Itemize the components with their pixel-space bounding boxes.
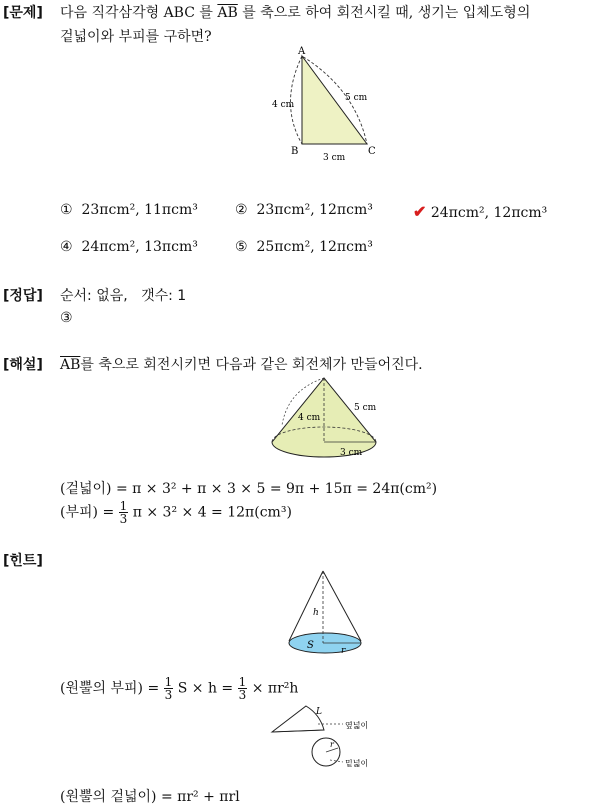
side-ab-label: 4 cm	[272, 100, 295, 110]
choice-3[interactable]	[413, 202, 547, 221]
choice-text: 23πcm², 12πcm³	[256, 202, 373, 218]
vertex-a-label: A	[298, 46, 306, 57]
solution-area-line	[60, 478, 437, 498]
cone-volume-label: (원뿔의 부피)	[60, 680, 143, 697]
net-sector-edge	[272, 730, 324, 732]
choice-number: ⑤	[235, 239, 248, 255]
choice-text: 24πcm², 12πcm³	[430, 205, 548, 221]
base-area-label: S	[307, 640, 314, 651]
problem-tag: [문제]	[3, 5, 43, 21]
radius-label: r	[341, 646, 346, 656]
segment-ab: $\overline{AB}$	[60, 357, 81, 373]
fraction-numerator: 1	[119, 499, 128, 513]
side-bc-label: 3 cm	[323, 153, 346, 163]
height-label: h	[313, 608, 319, 618]
volume-expression: π × 3² × 4 = 12π(cm³)	[132, 504, 292, 521]
choice-number: ②	[235, 202, 248, 218]
problem-text-line2: 겉넓이와 부피를 구하면?	[60, 29, 212, 45]
cone-net-figure	[268, 700, 388, 774]
choice-text: 25πcm², 12πcm³	[256, 239, 373, 255]
net-radius-label: r	[330, 740, 334, 749]
choice-4[interactable]	[60, 239, 198, 255]
hint-area-line	[60, 786, 240, 806]
answer-value: ③	[60, 310, 73, 326]
solution-cone-figure	[268, 370, 388, 466]
volume-middle: S × h =	[177, 680, 234, 697]
vertex-c-label: C	[368, 146, 376, 157]
slant-label: L	[316, 707, 322, 717]
solution-tag: [해설]	[3, 357, 43, 373]
vertex-b-label: B	[291, 146, 299, 157]
base-area-label: 밑넓이	[345, 759, 369, 768]
cone-slant-label: 5 cm	[354, 403, 377, 413]
fraction-denominator: 3	[164, 688, 173, 702]
cone-radius-label: 3 cm	[340, 448, 363, 458]
cone-area-label: (원뿔의 겉넓이)	[60, 789, 157, 805]
checkmark-icon: ✔	[413, 202, 427, 221]
triangle-figure	[265, 44, 385, 164]
problem-text-b: 를 축으로 하여 회전시킬 때, 생기는 입체도형의	[242, 5, 531, 21]
side-area-label: 옆넓이	[345, 721, 369, 730]
equals-sign: =	[147, 680, 160, 697]
fraction-denominator: 3	[119, 512, 128, 526]
hint-tag: [힌트]	[3, 553, 43, 569]
fraction-one-third	[119, 500, 129, 525]
volume-equals: =	[102, 504, 115, 521]
choice-number: ④	[60, 239, 73, 255]
hint-cone-figure	[285, 567, 365, 661]
fraction-one-third	[238, 676, 248, 701]
choice-text: 23πcm², 11πcm³	[81, 202, 198, 218]
choice-1[interactable]	[60, 202, 198, 218]
choice-2[interactable]	[235, 202, 373, 218]
cone-left-edge	[289, 571, 323, 641]
problem-text-line1	[60, 2, 530, 22]
volume-end: × πr²h	[251, 680, 299, 697]
volume-label: (부피)	[60, 504, 98, 521]
choice-5[interactable]	[235, 239, 373, 255]
area-expression: = π × 3² + π × 3 × 5 = 9π + 15π = 24π(cm²)	[115, 481, 438, 497]
cone-area-expression: = πr² + πrl	[160, 789, 240, 805]
answer-tag: [정답]	[3, 288, 43, 304]
hint-volume-line	[60, 676, 298, 701]
fraction-numerator: 1	[238, 675, 247, 689]
fraction-numerator: 1	[164, 675, 173, 689]
segment-ab: $\overline{AB}$	[217, 5, 238, 21]
problem-text-a: 다음 직각삼각형 ABC 를	[60, 5, 213, 21]
side-ac-label: 5 cm	[345, 93, 368, 103]
fraction-one-third	[164, 676, 174, 701]
cone-right-edge	[323, 571, 361, 641]
solution-volume-line	[60, 500, 292, 525]
choice-text: 24πcm², 13πcm³	[81, 239, 198, 255]
cone-height-label: 4 cm	[298, 413, 321, 423]
solution-sentence: 를 축으로 회전시키면 다음과 같은 회전체가 만들어진다.	[80, 357, 423, 373]
fraction-denominator: 3	[238, 688, 247, 702]
answer-meta: 순서: 없음, 갯수: 1	[60, 288, 187, 304]
choice-number: ①	[60, 202, 73, 218]
area-label: (겉넓이)	[60, 481, 112, 497]
